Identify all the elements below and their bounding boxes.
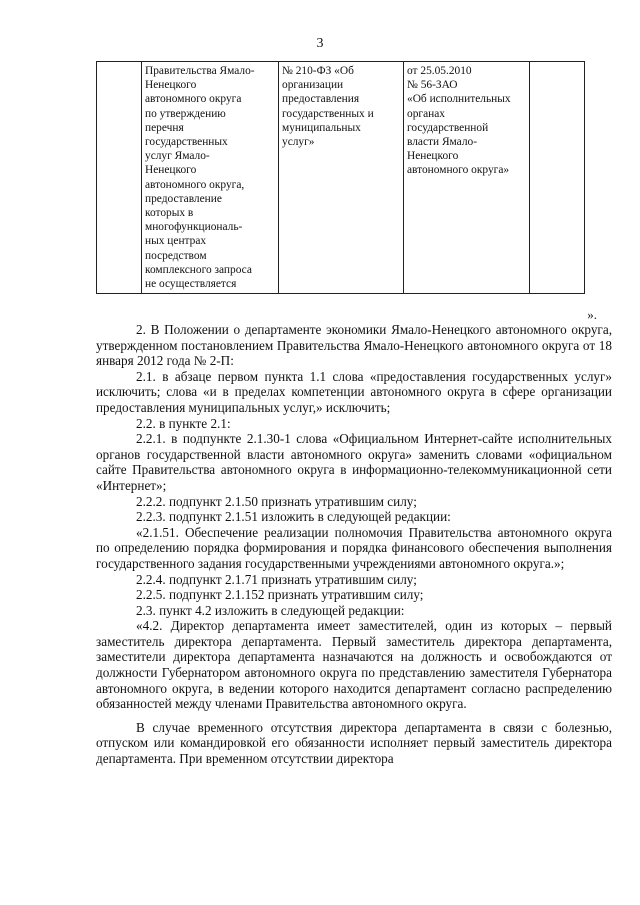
paragraph: В случае временного отсутствия директора департамента в связи с болезнью, отпуском или командировкой его обязанности исполняет первый заместитель директора департамента. При временном отсутствии директора: [96, 719, 612, 767]
table-cell-empty: [97, 62, 142, 294]
paragraph: 2.3. пункт 4.2 изложить в следующей редакции:: [136, 602, 405, 618]
table-line: муниципальных: [282, 121, 361, 134]
paragraph: 2.2.3. подпункт 2.1.51 изложить в следующей редакции:: [136, 509, 451, 525]
table-line: от 25.05.2010: [407, 65, 472, 77]
table-line: перечня: [145, 121, 184, 134]
paragraph: 2.2.2. подпункт 2.1.50 признать утратившим силу;: [136, 493, 417, 509]
table-cell-regional-law: [404, 62, 530, 294]
table-line: № 210-ФЗ «Об: [282, 65, 354, 77]
table-line: автономного округа»: [407, 164, 510, 177]
table-line: Ненецкого: [145, 79, 197, 92]
paragraph: «2.1.51. Обеспечение реализации полномочия Правительства автономного округа по определению порядка формирования и порядка финансового обеспечения выполнения государственного задания государственными учреждениями автономного округа.»;: [96, 524, 612, 571]
table-line: государственных и: [282, 107, 374, 120]
table-line: не осуществляется: [145, 278, 237, 291]
paragraph: 2.1. в абзаце первом пункта 1.1 слова «предоставления государственных услуг» исключить; слова «и в пределах компетенции автономного округа в сфере организации предоставления муниципальных услуг,» исключить;: [96, 368, 612, 415]
table-line: комплексного запроса: [145, 263, 252, 276]
table-line: по утверждению: [145, 107, 226, 120]
table-line: № 56-ЗАО: [407, 79, 458, 92]
table-line: «Об исполнительных: [407, 93, 511, 106]
paragraph: 2.2.5. подпункт 2.1.152 признать утратившим силу;: [136, 587, 424, 603]
table-line: организации: [282, 79, 344, 92]
table-cell-federal-law: [279, 62, 404, 294]
table-cell-decree-title: [142, 62, 279, 294]
table-line: государственных: [145, 136, 228, 149]
table-cell-empty: [530, 62, 585, 294]
table-line: Ненецкого: [145, 164, 197, 177]
reference-table: [96, 61, 585, 294]
table-line: услуг Ямало-: [145, 150, 210, 163]
table-line: органах: [407, 107, 445, 120]
table-line: автономного округа: [145, 93, 242, 106]
table-line: услуг»: [282, 136, 315, 149]
table-line: Ненецкого: [407, 150, 459, 163]
table-line: государственной: [407, 121, 489, 134]
closing-quote: ».: [587, 307, 597, 322]
table-line: многофункциональ-: [145, 221, 243, 234]
table-line: предоставление: [145, 192, 222, 205]
page-number: 3: [316, 36, 324, 51]
table-line: посредством: [145, 249, 207, 262]
table-line: предоставления: [282, 93, 360, 106]
paragraph: 2.2.1. в подпункте 2.1.30-1 слова «Официальном Интернет-сайте исполнительных органов государственной власти автономного округа» заменить словами «официальном сайте Правительства автономного округа в информационно-телекоммуникационной сети «Интернет»;: [96, 431, 612, 493]
table-line: власти Ямало-: [407, 136, 478, 149]
paragraph: 2.2. в пункте 2.1:: [136, 415, 231, 431]
paragraph: «4.2. Директор департамента имеет заместителей, один из которых – первый заместитель директора департамента. Первый заместитель директора департамента, заместители директора департамента назначаются на должность и освобождаются от должности Губернатором автономного округа по представлению заместителя Губернатора автономного округа, в ведении которого находится департамент согласно распределению обязанностей между членами Правительства автономного округа.: [96, 618, 612, 712]
document-body: [96, 322, 612, 767]
paragraph: 2.2.4. подпункт 2.1.71 признать утратившим силу;: [136, 571, 417, 587]
table-line: которых в: [145, 207, 194, 220]
table-line: автономного округа,: [145, 178, 245, 191]
paragraph: 2. В Положении о департаменте экономики Ямало-Ненецкого автономного округа, утвержденном постановлением Правительства Ямало-Ненецкого автономного округа от 18 января 2012 года № 2-П:: [96, 322, 612, 369]
table-line: ных центрах: [145, 235, 207, 248]
table-row: [97, 62, 585, 294]
table-line: Правительства Ямало-: [145, 65, 255, 77]
